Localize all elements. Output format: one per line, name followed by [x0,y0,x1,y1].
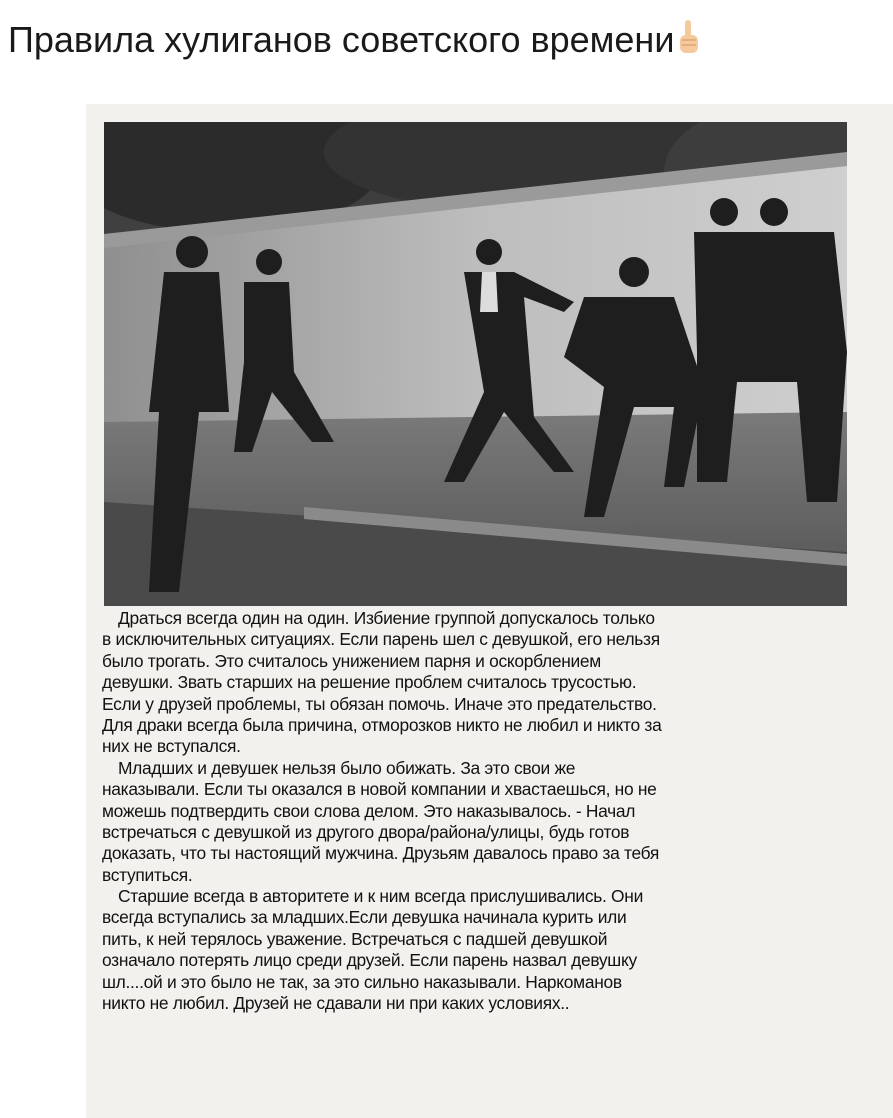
street-fight-photo [104,122,847,606]
rules-text-block [102,608,882,1014]
post-title [8,18,702,61]
text-line: наказывали. Если ты оказался в новой компании и хвастаешься, но не [102,779,657,800]
text-line: никто не любил. Друзей не сдавали ни при каких условиях.. [102,993,570,1014]
text-line: можешь подтвердить свои слова делом. Это наказывалось. - Начал [102,800,636,821]
text-line: всегда вступались за младших.Если девушка начинала курить или [102,907,627,928]
text-line: вступиться. [102,864,193,885]
hand-pointing-up-icon [676,18,702,58]
text-line: пить, к ней терялось уважение. Встречаться с падшей девушкой [102,928,608,949]
post-title-text: Правила хулиганов советского времени [8,19,675,60]
text-line: было трогать. Это считалось унижением парня и оскорблением [102,650,601,671]
text-line: Для драки всегда была причина, отморозков никто не любил и никто за [102,714,662,735]
text-line: означало потерять лицо среди друзей. Если парень назвал девушку [102,950,637,971]
text-line: в исключительных ситуациях. Если парень шел с девушкой, его нельзя [102,629,660,650]
text-line: встречаться с девушкой из другого двора/района/улицы, будь готов [102,821,630,842]
text-line: девушки. Звать старших на решение проблем считалось трусостью. [102,672,637,693]
text-line: Старшие всегда в авторитете и к ним всегда прислушивались. Они [118,886,643,907]
text-line: шл....ой и это было не так, за это сильно наказывали. Наркоманов [102,971,622,992]
text-line: них не вступался. [102,736,241,757]
text-line: Если у друзей проблемы, ты обязан помочь. Иначе это предательство. [102,693,657,714]
text-line: Драться всегда один на один. Избиение группой допускалось только [118,608,655,628]
text-line: доказать, что ты настоящий мужчина. Друзьям давалось право за тебя [102,843,660,864]
text-line: Младших и девушек нельзя было обижать. За это свои же [118,757,576,778]
